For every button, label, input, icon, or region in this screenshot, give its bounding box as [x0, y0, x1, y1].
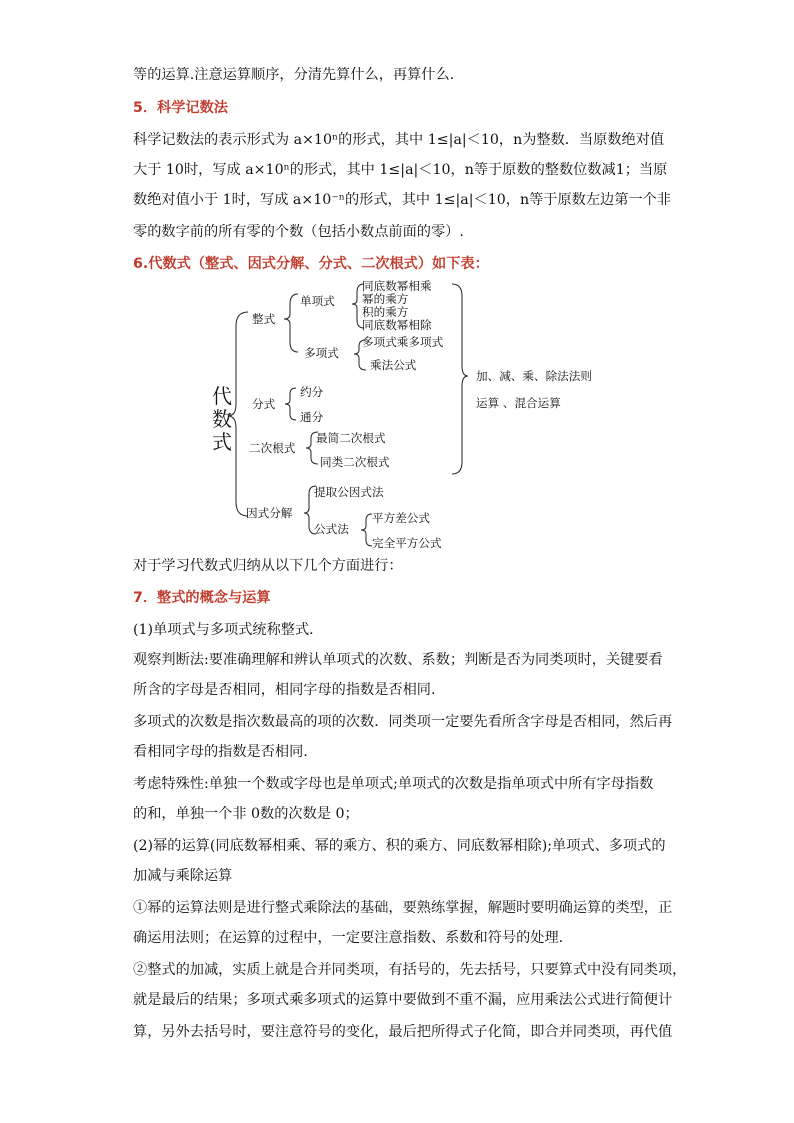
right-text-1: 加、减、乘、除法法则 — [476, 369, 592, 383]
section-7-line-6: 考虑特殊性:单独一个数或字母也是单项式;单项式的次数是指单项式中所有字母指数 — [133, 776, 654, 792]
section-6-after: 对于学习代数式归纳从以下几个方面进行： — [133, 558, 403, 574]
section-5-line-4: 零的数字前的所有零的个数（包括小数点前面的零）. — [133, 224, 464, 240]
right-brace — [452, 284, 468, 474]
tree-root-char-1: 代 — [212, 384, 232, 408]
algebra-tree-diagram — [200, 276, 620, 554]
erci-item-2: 同类二次根式 — [320, 455, 390, 469]
zhengshi-brace — [284, 294, 298, 352]
section-7-heading: 7．整式的概念与运算 — [133, 590, 271, 606]
section-7-line-14: 算，另外去括号时，要注意符号的变化，最后把所得式子化简，即合并同类项，再代值 — [133, 1024, 673, 1040]
section-7-line-12: ②整式的加减，实质上就是合并同类项，有括号的，先去括号，只要算式中没有同类项， — [133, 962, 687, 978]
section-7-line-4: 多项式的次数是指次数最高的项的次数．同类项一定要先看所含字母是否相同，然后再 — [133, 714, 673, 730]
section-5-line-1: 科学记数法的表示形式为 a×10ⁿ的形式，其中 1≤|a|＜10，n为整数．当原数绝对值 — [133, 132, 665, 148]
dan-item-3: 积的乘方 — [362, 305, 409, 319]
section-7-line-3: 所含的字母是否相同，相同字母的指数是否相同. — [133, 682, 436, 698]
section-7-line-9: 加减与乘除运算 — [133, 868, 233, 884]
dan-item-4: 同底数幂相除 — [362, 318, 432, 332]
text-line-top: 等的运算.注意运算顺序，分清先算什么，再算什么. — [133, 67, 455, 83]
section-7-line-10: ①幂的运算法则是进行整式乘除法的基础，要熟练掌握，解题时要明确运算的类型，正 — [133, 900, 673, 916]
section-7-line-8: (2)幂的运算(同底数幂相乘、幂的乘方、积的乘方、同底数幂相除);单项式、多项式的 — [133, 838, 666, 854]
fen-item-1: 约分 — [300, 385, 324, 399]
gongshi-item-2: 完全平方公式 — [372, 536, 442, 550]
yin-item-2: 公式法 — [314, 522, 349, 536]
tree-root-char-3: 式 — [212, 430, 232, 454]
yin-item-1: 提取公因式法 — [314, 485, 384, 499]
node-duoxiangshi: 多项式 — [304, 346, 339, 360]
section-6-heading: 6.代数式（整式、因式分解、分式、二次根式）如下表： — [133, 256, 489, 272]
node-yinshi: 因式分解 — [246, 506, 293, 520]
tree-root-char-2: 数 — [212, 407, 232, 431]
duo-item-1: 多项式乘多项式 — [362, 335, 444, 349]
node-zhengshi: 整式 — [252, 312, 276, 326]
section-7-line-2: 观察判断法:要准确理解和辨认单项式的次数、系数；判断是否为同类项时，关键要看 — [133, 652, 663, 668]
section-7-line-13: 就是最后的结果；多项式乘多项式的运算中要做到不重不漏，应用乘法公式进行简便计 — [133, 992, 673, 1008]
fenshi-brace — [285, 388, 296, 420]
right-text-2: 运算 、混合运算 — [476, 396, 561, 410]
erci-item-1: 最简二次根式 — [316, 431, 386, 445]
gongshi-brace — [361, 514, 372, 546]
section-7-line-5: 看相同字母的指数是否相同. — [133, 744, 308, 760]
node-danxiangshi: 单项式 — [300, 294, 335, 308]
section-5-heading: 5．科学记数法 — [133, 100, 228, 116]
node-fenshi: 分式 — [252, 397, 276, 411]
section-5-line-2: 大于 10时，写成 a×10ⁿ的形式，其中 1≤|a|＜10，n等于原数的整数位数减1；当原 — [133, 162, 668, 178]
section-7-line-7: 的和，单独一个非 0数的次数是 0； — [133, 806, 359, 822]
node-erci: 二次根式 — [249, 441, 296, 455]
fen-item-2: 通分 — [300, 410, 324, 424]
section-7-line-1: (1)单项式与多项式统称整式. — [133, 622, 314, 638]
dan-item-1: 同底数幂相乘 — [362, 279, 432, 293]
gongshi-item-1: 平方差公式 — [372, 511, 430, 525]
section-7-line-11: 确运用法则；在运算的过程中，一定要注意指数、系数和符号的处理. — [133, 930, 564, 946]
dan-item-2: 幂的乘方 — [362, 292, 409, 306]
duo-item-2: 乘法公式 — [370, 358, 417, 372]
section-5-line-3: 数绝对值小于 1时，写成 a×10⁻ⁿ的形式，其中 1≤|a|＜10，n等于原数左边第一个非 — [133, 192, 671, 208]
